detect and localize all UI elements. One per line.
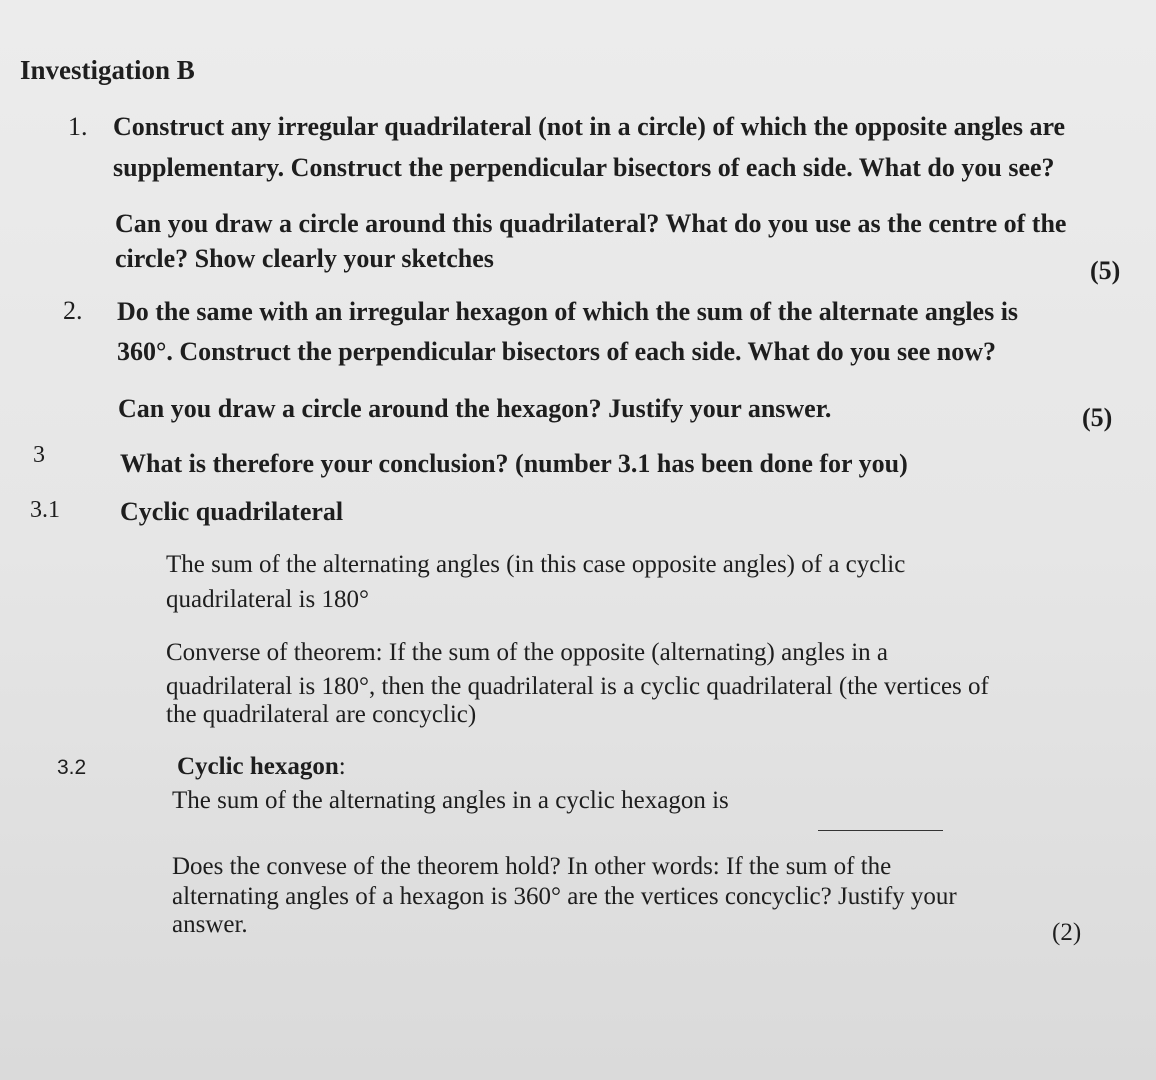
question-2-number: 2.	[63, 296, 83, 325]
question-1-line-4: circle? Show clearly your sketches	[115, 244, 494, 273]
section-3-2-marks: (2)	[1052, 919, 1082, 946]
answer-blank-line[interactable]	[818, 818, 943, 836]
question-2-line-1: Do the same with an irregular hexagon of which the sum of the alternate angles is	[117, 297, 1019, 326]
section-3-1-para-1-line-2: quadrilateral is 180°	[166, 586, 369, 613]
section-3-2-para-2-line-3: answer.	[172, 911, 248, 938]
question-1-line-1: Construct any irregular quadrilateral (not in a circle) of which the opposite angles are	[113, 112, 1066, 141]
question-1-line-3: Can you draw a circle around this quadrilateral? What do you use as the centre of the	[115, 209, 1067, 238]
section-3-2-heading-wrap	[177, 752, 346, 781]
question-1-line-2: supplementary. Construct the perpendicular bisectors of each side. What do you see?	[113, 153, 1055, 182]
page-title: Investigation B	[20, 55, 195, 85]
section-3-2-heading: Cyclic hexagon	[177, 753, 339, 780]
section-3-2-number: 3.2	[57, 756, 87, 779]
question-1-marks: (5)	[1090, 256, 1121, 285]
section-3-2-para-2-line-2: alternating angles of a hexagon is 360° are the vertices concyclic? Justify your	[172, 883, 957, 910]
section-3-2-para-2-line-1: Does the convese of the theorem hold? In other words: If the sum of the	[172, 853, 892, 880]
question-2-line-3: Can you draw a circle around the hexagon? Justify your answer.	[118, 394, 832, 423]
section-3-1-para-2-line-2: quadrilateral is 180°, then the quadrilateral is a cyclic quadrilateral (the vertices of	[166, 673, 989, 700]
question-3-text: What is therefore your conclusion? (number 3.1 has been done for you)	[120, 449, 908, 478]
question-2-marks: (5)	[1082, 403, 1113, 432]
section-3-1-para-2-line-3: the quadrilateral are concyclic)	[166, 701, 477, 728]
section-3-1-para-2-line-1: Converse of theorem: If the sum of the opposite (alternating) angles in a	[166, 639, 889, 666]
section-3-1-para-1-line-1: The sum of the alternating angles (in this case opposite angles) of a cyclic	[166, 551, 906, 578]
question-3-number: 3	[33, 442, 45, 468]
section-3-2-heading-colon: :	[338, 753, 346, 780]
section-3-1-number: 3.1	[30, 497, 60, 523]
question-2-line-2: 360°. Construct the perpendicular bisectors of each side. What do you see now?	[117, 337, 996, 366]
section-3-1-heading: Cyclic quadrilateral	[120, 497, 344, 526]
section-3-2-line-1: The sum of the alternating angles in a cyclic hexagon is	[172, 787, 729, 814]
question-1-number: 1.	[68, 112, 88, 141]
